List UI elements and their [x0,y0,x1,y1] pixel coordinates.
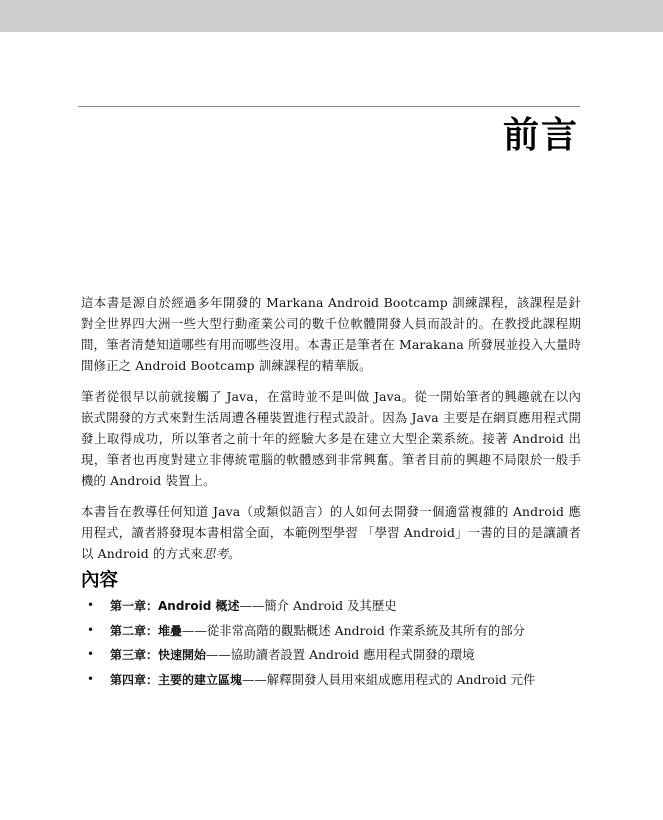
contents-heading: 內容 [81,570,119,591]
chapter-description: ——簡介 Android 及其歷史 [239,598,397,613]
title-rule [78,106,580,107]
body-text [81,292,581,574]
paragraph-1: 這本書是源自於經過多年開發的 Markana Android Bootcamp 訓練課程，該課程是針對全世界四大洲一些大型行動產業公司的數千位軟體開發人員而設計的。在教授此課程期間，筆者清楚知道哪些有用而哪些沒用。本書正是筆者在 Marakana 所發展並投入大量時間修正之 Android Bootcamp 訓練課程的精華版。 [81,295,581,373]
bullet-icon: • [87,671,95,686]
paragraph-3 [81,501,581,564]
paragraph-2: 筆者從很早以前就接觸了 Java，在當時並不是叫做 Java。從一開始筆者的興趣就在以內嵌式開發的方式來對生活周遭各種裝置進行程式設計。因為 Java 主要是在網頁應用程式開發上取得成功，所以筆者之前十年的經驗大多是在建立大型企業系統。接著 Android 出現，筆者也再度對建立非傳統電腦的軟體感到非常興奮。筆者目前的興趣不局限於一般手機的 Android 裝置上。 [81,389,581,488]
contents-item [81,668,581,693]
contents-list [81,594,581,692]
chapter-heading: 第四章：主要的建立區塊 [110,672,243,687]
chapter-heading: 第一章：Android 概述 [110,599,240,613]
contents-item [81,619,581,644]
top-header-band [0,0,663,32]
contents-item [81,594,581,619]
bullet-icon: • [87,598,95,612]
chapter-heading: 第二章：堆疊 [110,623,183,638]
bullet-icon: • [87,622,95,637]
chapter-description: ——從非常高階的觀點概述 Android 作業系統及其所有的部分 [182,622,526,638]
chapter-title: 前言 [502,115,579,156]
chapter-description: ——協助讀者設置 Android 應用程式開發的環境 [206,647,475,663]
paragraph-3-end: 。 [228,546,241,561]
contents-item [81,643,581,668]
paragraph-3-emphasis: 思考 [203,546,229,561]
chapter-description: ——解釋開發人員用來組成應用程式的 Android 元件 [242,671,536,687]
chapter-heading: 第三章：快速開始 [110,648,207,663]
paragraph-3-text: 本書旨在教導任何知道 Java（或類似語言）的人如何去開發一個適當複雜的 Android 應用程式，讀者將發現本書相當全面，本範例型學習 「學習 Android」一書的目的是讓讀者以 Android 的方式來 [81,504,581,561]
bullet-icon: • [87,647,95,662]
